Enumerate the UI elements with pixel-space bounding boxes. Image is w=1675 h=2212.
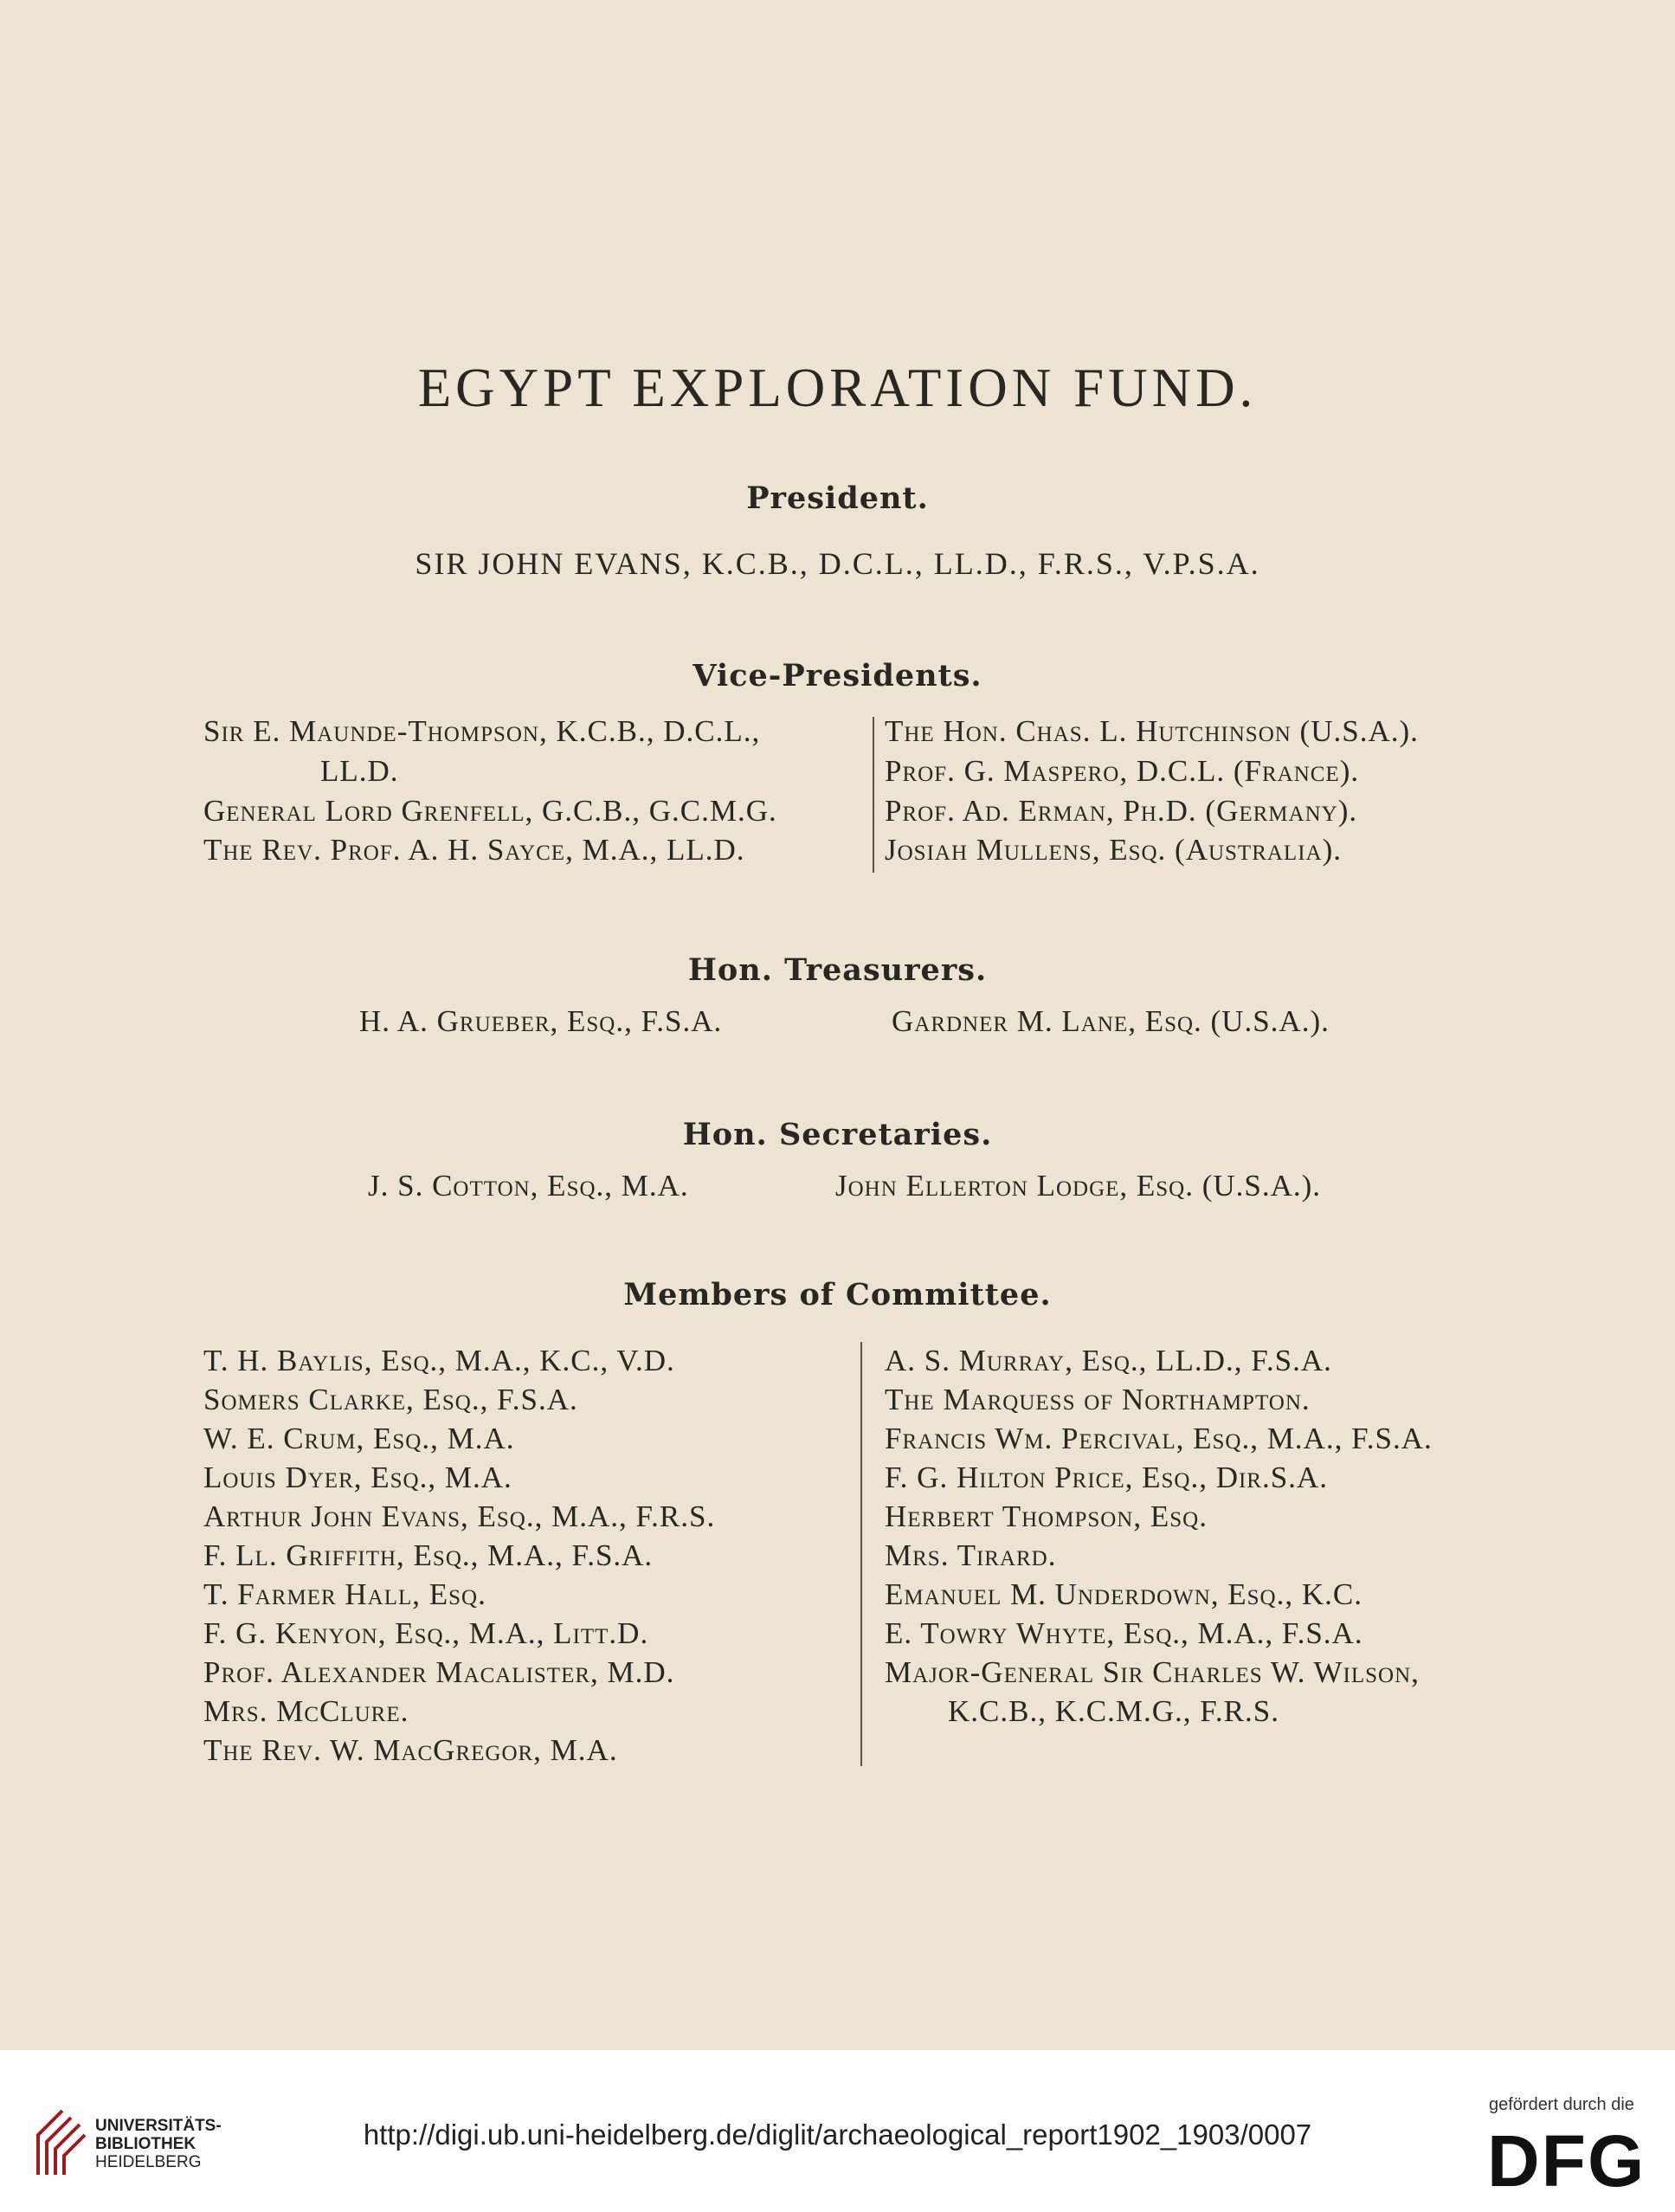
secretary-right: John Ellerton Lodge, Esq. (U.S.A.). <box>835 1169 1322 1203</box>
vice-president-left-3: General Lord Grenfell, G.C.B., G.C.M.G. <box>203 794 777 828</box>
committee-right-8: E. Towry Whyte, Esq., M.A., F.S.A. <box>885 1616 1363 1650</box>
committee-right-5: Herbert Thompson, Esq. <box>885 1499 1208 1533</box>
treasurer-left: H. A. Grueber, Esq., F.S.A. <box>359 1004 723 1038</box>
funding-label: gefördert durch die <box>1489 2095 1634 2114</box>
library-name-line1: UNIVERSITÄTS- <box>95 2117 222 2135</box>
committee-left-5: Arthur John Evans, Esq., M.A., F.R.S. <box>203 1499 716 1533</box>
committee-right-9: Major-General Sir Charles W. Wilson, <box>885 1655 1420 1689</box>
committee-left-6: F. Ll. Griffith, Esq., M.A., F.S.A. <box>203 1538 654 1572</box>
committee-left-2: Somers Clarke, Esq., F.S.A. <box>203 1383 578 1416</box>
vice-presidents-heading: Vice-Presidents. <box>693 658 982 693</box>
committee-left-11: The Rev. W. MacGregor, M.A. <box>203 1733 618 1767</box>
committee-right-2: The Marquess of Northampton. <box>885 1383 1311 1416</box>
library-name-line2: BIBLIOTHEK <box>95 2135 196 2153</box>
committee-right-10: K.C.B., K.C.M.G., F.R.S. <box>948 1694 1279 1728</box>
committee-left-8: F. G. Kenyon, Esq., M.A., Litt.D. <box>203 1616 649 1650</box>
committee-right-4: F. G. Hilton Price, Esq., Dir.S.A. <box>885 1461 1328 1494</box>
page-title: EGYPT EXPLORATION FUND. <box>417 358 1258 418</box>
secretary-left: J. S. Cotton, Esq., M.A. <box>368 1169 689 1203</box>
secretaries-heading: Hon. Secretaries. <box>682 1117 993 1152</box>
vice-president-left-2: LL.D. <box>320 754 399 788</box>
committee-left-3: W. E. Crum, Esq., M.A. <box>203 1422 515 1455</box>
committee-right-1: A. S. Murray, Esq., LL.D., F.S.A. <box>885 1344 1332 1377</box>
committee-heading: Members of Committee. <box>623 1277 1052 1312</box>
vice-president-right-3: Prof. Ad. Erman, Ph.D. (Germany). <box>885 794 1358 828</box>
vice-president-right-4: Josiah Mullens, Esq. (Australia). <box>885 833 1342 867</box>
committee-left-4: Louis Dyer, Esq., M.A. <box>203 1461 512 1494</box>
committee-left-9: Prof. Alexander Macalister, M.D. <box>203 1655 675 1689</box>
vice-presidents-divider <box>873 717 874 873</box>
source-url-link[interactable]: http://digi.ub.uni-heidelberg.de/diglit/archaeological_report1902_1903/0007 <box>363 2118 1312 2151</box>
president-name: SIR JOHN EVANS, K.C.B., D.C.L., LL.D., F.R.S., V.P.S.A. <box>415 546 1260 581</box>
vice-president-right-1: The Hon. Chas. L. Hutchinson (U.S.A.). <box>885 714 1419 748</box>
committee-right-7: Emanuel M. Underdown, Esq., K.C. <box>885 1577 1363 1611</box>
treasurers-heading: Hon. Treasurers. <box>687 952 988 988</box>
president-heading: President. <box>746 480 929 516</box>
committee-right-3: Francis Wm. Percival, Esq., M.A., F.S.A. <box>885 1422 1433 1455</box>
vice-president-left-4: The Rev. Prof. A. H. Sayce, M.A., LL.D. <box>203 833 745 867</box>
vice-president-left-1: Sir E. Maunde-Thompson, K.C.B., D.C.L., <box>203 714 761 748</box>
committee-left-1: T. H. Baylis, Esq., M.A., K.C., V.D. <box>203 1344 675 1377</box>
committee-left-7: T. Farmer Hall, Esq. <box>203 1577 486 1611</box>
dfg-logo: DFG <box>1487 2120 1646 2202</box>
treasurer-right: Gardner M. Lane, Esq. (U.S.A.). <box>892 1004 1330 1038</box>
vice-president-right-2: Prof. G. Maspero, D.C.L. (France). <box>885 754 1360 788</box>
committee-right-6: Mrs. Tirard. <box>885 1538 1057 1572</box>
committee-left-10: Mrs. McClure. <box>203 1694 409 1728</box>
committee-divider <box>860 1342 862 1766</box>
library-name-line3: HEIDELBERG <box>95 2153 202 2171</box>
